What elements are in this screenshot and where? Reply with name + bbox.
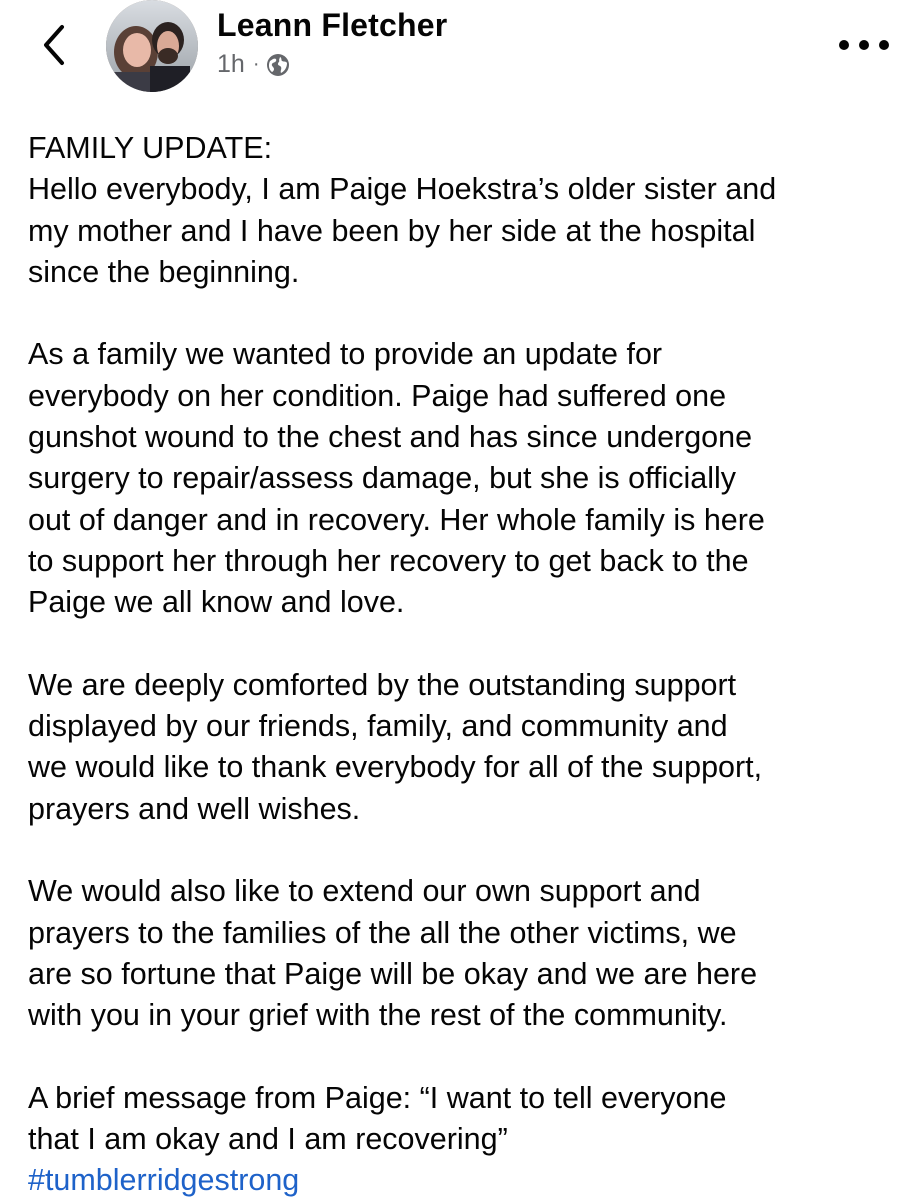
globe-icon <box>266 53 290 77</box>
post-paragraph <box>28 128 904 293</box>
more-options-button[interactable] <box>834 30 894 60</box>
post-line: everybody on her condition. Paige had suffered one <box>28 378 727 413</box>
post-line: my mother and I have been by her side at the hospital <box>28 213 756 248</box>
timestamp[interactable]: 1h <box>217 50 245 78</box>
post-paragraph <box>28 334 904 623</box>
post-line: We are deeply comforted by the outstanding support <box>28 667 737 702</box>
hashtag-link[interactable]: #tumblerridgestrong <box>28 1163 300 1198</box>
back-button[interactable] <box>30 20 80 70</box>
post-line: prayers to the families of the all the other victims, we <box>28 915 737 950</box>
post-line: gunshot wound to the chest and has since undergone <box>28 420 753 455</box>
avatar-photo <box>106 0 198 92</box>
post-line: displayed by our friends, family, and community and <box>28 709 728 744</box>
avatar[interactable] <box>106 0 198 92</box>
post-line: we would like to thank everybody for all of the support, <box>28 750 763 785</box>
more-icon <box>837 39 891 51</box>
post-line: prayers and well wishes. <box>28 791 361 826</box>
meta-separator: · <box>252 53 260 75</box>
post-line: out of danger and in recovery. Her whole family is here <box>28 502 765 537</box>
post-line: to support her through her recovery to get back to the <box>28 543 749 578</box>
post-meta <box>217 50 290 79</box>
author-name[interactable]: Leann Fletcher <box>217 7 448 43</box>
post-line: As a family we wanted to provide an update for <box>28 337 663 372</box>
post-line: with you in your grief with the rest of the community. <box>28 998 728 1033</box>
post-line: surgery to repair/assess damage, but she is officially <box>28 461 737 496</box>
post-paragraph <box>28 871 904 1036</box>
post-line: are so fortune that Paige will be okay and we are here <box>28 956 758 991</box>
post-line: since the beginning. <box>28 254 300 289</box>
post-line: Hello everybody, I am Paige Hoekstra’s older sister and <box>28 172 777 207</box>
post-line: We would also like to extend our own support and <box>28 874 701 909</box>
post-paragraph <box>28 1078 904 1202</box>
post-line: FAMILY UPDATE: <box>28 131 273 165</box>
post-line: A brief message from Paige: “I want to tell everyone <box>28 1080 727 1115</box>
chevron-left-icon <box>40 23 70 67</box>
post-line: that I am okay and I am recovering” <box>28 1122 508 1157</box>
post-text <box>28 128 904 1202</box>
post-header <box>0 0 912 110</box>
post-paragraph <box>28 665 904 830</box>
post-line: Paige we all know and love. <box>28 585 405 620</box>
